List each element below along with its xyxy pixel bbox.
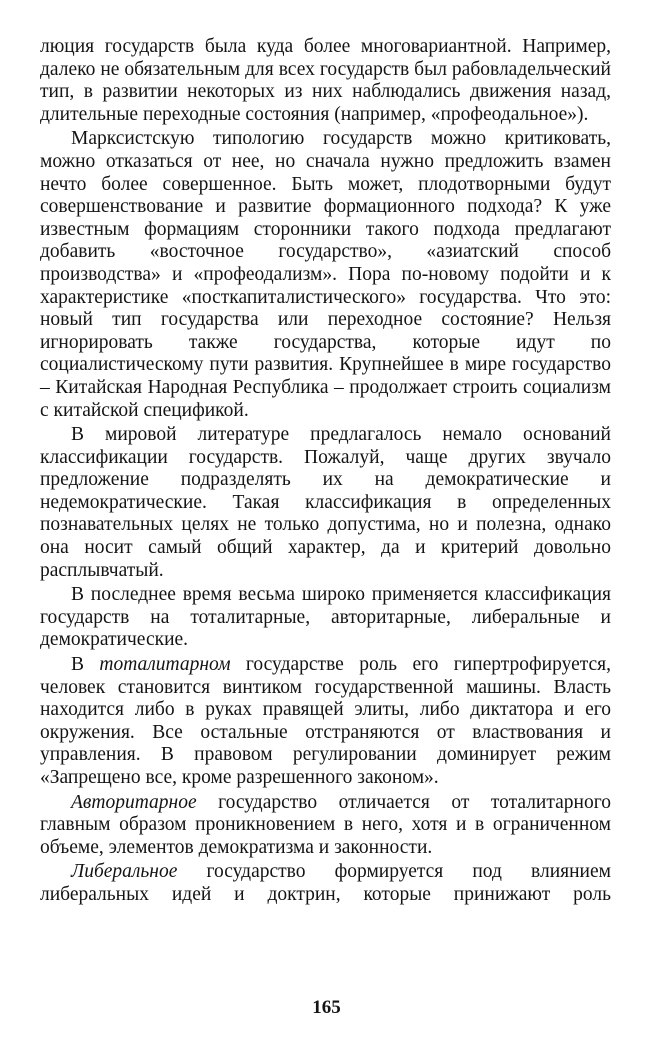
paragraph-1: [40, 36, 611, 126]
paragraph-5-prefix: В: [71, 654, 100, 676]
term-liberal: Либеральное: [71, 861, 178, 883]
paragraph-3: [40, 424, 611, 582]
term-authoritarian: Авторитарное: [71, 791, 197, 813]
paragraph-3-text: В мировой литературе предлагалось немало оснований классификации государств. Пожалуй, чаще других звучало предложение подразделять их на демократические и недемократические. Такая классификация в определенных познавательных целях не только допустима, но и полезна, однако она носит самый общий характер, да и критерий довольно расплывчатый.: [40, 424, 611, 581]
paragraph-6-text: государство отличается от тоталитарного главным образом проникновением в него, хотя и в ограниченном объеме, элементов демократизма и законности.: [40, 791, 611, 858]
paragraph-6: [40, 792, 611, 860]
page-body: [40, 36, 611, 909]
paragraph-7-text: государство формируется под влиянием либеральных идей и доктрин, которые принижают роль: [40, 861, 611, 905]
paragraph-5: [40, 654, 611, 790]
term-totalitarian: тоталитарном: [99, 654, 231, 676]
paragraph-1-text: люция государств была куда более многовариантной. Например, далеко не обязательным для всех государств был рабовладельческий тип, в развитии некоторых из них наблюдались движения назад, длительные переходные состояния (например, «профеодальное»).: [40, 36, 611, 125]
paragraph-2-text: Марксистскую типологию государств можно критиковать, можно отказаться от нее, но сначала нужно предложить взамен нечто более совершенное. Быть может, плодотворными будут совершенствование и развитие формационного подхода? К уже известным формациям сторонники такого подхода предлагают добавить «восточное государство», «азиатский способ производства» и «профеодализм». Пора по-новому подойти и к характеристике «посткапиталистического» государства. Что это: новый тип государства или переходное состояние? Нельзя игнорировать также государства, которые идут по социалистическому пути развития. Крупнейшее в мире государство – Китайская Народная Республика – продолжает строить социализм с китайской спецификой.: [40, 128, 611, 421]
page-number: 165: [312, 997, 341, 1018]
paragraph-5-text: государстве роль его гипертрофируется, человек становится винтиком государственной машины. Власть находится либо в руках правящей элиты, либо диктатора и его окружения. Все остальные отстраняются от властвования и управления. В правовом регулировании доминирует режим «Запрещено все, кроме разрешенного законом».: [40, 654, 612, 788]
paragraph-4-text: В последнее время весьма широко применяется классификация государств на тоталитарные, авторитарные, либеральные и демократические.: [40, 584, 611, 651]
paragraph-2: [40, 128, 611, 422]
paragraph-4: [40, 584, 611, 652]
paragraph-7: [40, 861, 611, 906]
